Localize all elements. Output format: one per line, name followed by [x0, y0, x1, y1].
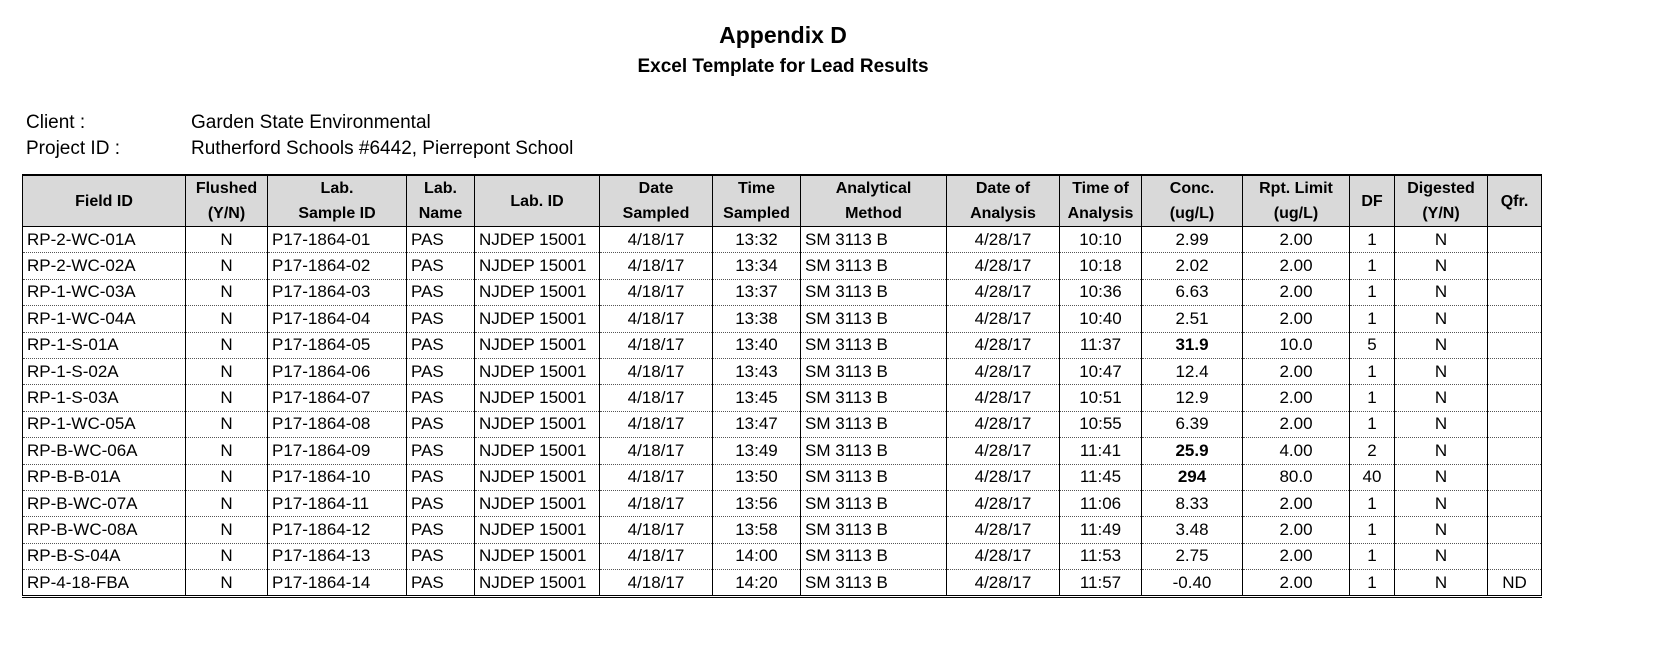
- column-header: [268, 175, 407, 227]
- table-cell: 4/18/17: [600, 490, 713, 516]
- table-cell: 4/18/17: [600, 358, 713, 384]
- column-header-line2: (Y/N): [1422, 205, 1460, 222]
- project-row: [26, 136, 573, 162]
- table-cell: 1: [1350, 490, 1395, 516]
- table-cell: 1: [1350, 306, 1395, 332]
- table-cell: SM 3113 B: [801, 438, 947, 464]
- table-cell: 25.9: [1142, 438, 1243, 464]
- table-cell: N: [1395, 517, 1488, 543]
- table-cell: 4/28/17: [947, 411, 1060, 437]
- table-cell: 31.9: [1142, 332, 1243, 358]
- table-cell: 2.00: [1243, 543, 1350, 569]
- table-cell: 4/18/17: [600, 464, 713, 490]
- table-row: [23, 464, 1542, 490]
- table-row: [23, 306, 1542, 332]
- table-cell: 13:40: [713, 332, 801, 358]
- table-cell: 4/28/17: [947, 253, 1060, 279]
- table-cell: P17-1864-01: [268, 227, 407, 253]
- column-header-line1: Digested: [1407, 180, 1475, 197]
- table-cell: 13:45: [713, 385, 801, 411]
- column-header: [407, 175, 475, 227]
- column-header-line1: Date of: [975, 180, 1031, 197]
- table-row: [23, 411, 1542, 437]
- table-cell: SM 3113 B: [801, 464, 947, 490]
- table-cell: PAS: [407, 279, 475, 305]
- table-cell: 13:47: [713, 411, 801, 437]
- table-cell: NJDEP 15001: [475, 385, 600, 411]
- table-cell: N: [1395, 253, 1488, 279]
- table-cell: 5: [1350, 332, 1395, 358]
- table-cell: SM 3113 B: [801, 358, 947, 384]
- lead-results-table: [22, 174, 1542, 598]
- table-cell: [1488, 543, 1542, 569]
- column-header: [1142, 175, 1243, 227]
- table-cell: RP-B-WC-06A: [23, 438, 186, 464]
- table-cell: NJDEP 15001: [475, 227, 600, 253]
- table-row: [23, 358, 1542, 384]
- table-row: [23, 490, 1542, 516]
- table-cell: [1488, 517, 1542, 543]
- column-header-line1: Time: [737, 180, 776, 197]
- table-cell: 2.00: [1243, 570, 1350, 597]
- table-cell: PAS: [407, 253, 475, 279]
- table-cell: SM 3113 B: [801, 385, 947, 411]
- table-cell: SM 3113 B: [801, 306, 947, 332]
- table-cell: SM 3113 B: [801, 411, 947, 437]
- table-cell: 12.4: [1142, 358, 1243, 384]
- column-header-line2: Sampled: [723, 205, 790, 222]
- table-cell: 294: [1142, 464, 1243, 490]
- table-cell: 1: [1350, 358, 1395, 384]
- table-cell: 10.0: [1243, 332, 1350, 358]
- column-header-line2: Analysis: [1067, 205, 1134, 222]
- table-cell: [1488, 332, 1542, 358]
- table-cell: P17-1864-08: [268, 411, 407, 437]
- column-header-line2: (ug/L): [1169, 205, 1215, 222]
- table-cell: RP-1-WC-04A: [23, 306, 186, 332]
- table-cell: NJDEP 15001: [475, 411, 600, 437]
- table-cell: NJDEP 15001: [475, 279, 600, 305]
- table-cell: 4/28/17: [947, 385, 1060, 411]
- table-cell: SM 3113 B: [801, 279, 947, 305]
- column-header-line2: Sample ID: [298, 205, 376, 222]
- table-cell: 2.00: [1243, 253, 1350, 279]
- table-cell: N: [1395, 332, 1488, 358]
- table-cell: N: [1395, 570, 1488, 597]
- table-cell: 11:06: [1060, 490, 1142, 516]
- table-cell: 4/28/17: [947, 332, 1060, 358]
- column-header: Lab. ID: [475, 175, 600, 227]
- table-cell: 1: [1350, 570, 1395, 597]
- table-cell: NJDEP 15001: [475, 490, 600, 516]
- table-cell: 11:37: [1060, 332, 1142, 358]
- table-cell: N: [186, 438, 268, 464]
- table-cell: [1488, 490, 1542, 516]
- table-cell: N: [1395, 279, 1488, 305]
- table-cell: 80.0: [1243, 464, 1350, 490]
- column-header-line2: (Y/N): [207, 205, 246, 222]
- table-cell: 13:56: [713, 490, 801, 516]
- table-cell: 4/18/17: [600, 543, 713, 569]
- table-cell: 12.9: [1142, 385, 1243, 411]
- table-cell: 4/28/17: [947, 490, 1060, 516]
- table-cell: 4/18/17: [600, 227, 713, 253]
- table-cell: 10:10: [1060, 227, 1142, 253]
- client-row: [26, 110, 573, 136]
- table-cell: RP-1-WC-03A: [23, 279, 186, 305]
- table-cell: SM 3113 B: [801, 543, 947, 569]
- table-cell: 3.48: [1142, 517, 1243, 543]
- table-cell: P17-1864-07: [268, 385, 407, 411]
- table-cell: N: [186, 332, 268, 358]
- table-cell: PAS: [407, 358, 475, 384]
- column-header-line1: Flushed: [195, 180, 258, 197]
- table-cell: NJDEP 15001: [475, 464, 600, 490]
- table-cell: 11:53: [1060, 543, 1142, 569]
- table-cell: [1488, 279, 1542, 305]
- table-cell: PAS: [407, 438, 475, 464]
- table-cell: RP-1-S-02A: [23, 358, 186, 384]
- table-cell: 4/28/17: [947, 570, 1060, 597]
- table-cell: 2.02: [1142, 253, 1243, 279]
- table-cell: N: [186, 227, 268, 253]
- table-row: [23, 227, 1542, 253]
- table-cell: N: [1395, 490, 1488, 516]
- column-header: [713, 175, 801, 227]
- table-cell: PAS: [407, 411, 475, 437]
- column-header: [947, 175, 1060, 227]
- table-cell: -0.40: [1142, 570, 1243, 597]
- table-cell: 14:20: [713, 570, 801, 597]
- table-cell: 1: [1350, 253, 1395, 279]
- table-cell: 4/28/17: [947, 306, 1060, 332]
- table-cell: 4/18/17: [600, 279, 713, 305]
- table-cell: 11:57: [1060, 570, 1142, 597]
- table-cell: 4/28/17: [947, 358, 1060, 384]
- table-cell: 4/18/17: [600, 570, 713, 597]
- table-row: [23, 543, 1542, 569]
- table-cell: PAS: [407, 570, 475, 597]
- table-cell: 4/18/17: [600, 306, 713, 332]
- table-cell: 2.00: [1243, 358, 1350, 384]
- column-header-line1: Date: [638, 180, 674, 197]
- table-cell: N: [186, 306, 268, 332]
- table-cell: 4/28/17: [947, 464, 1060, 490]
- column-header-line2: Sampled: [622, 205, 690, 222]
- table-cell: P17-1864-02: [268, 253, 407, 279]
- report-meta: [26, 110, 573, 162]
- table-cell: RP-B-B-01A: [23, 464, 186, 490]
- table-cell: 2.00: [1243, 227, 1350, 253]
- table-cell: N: [186, 385, 268, 411]
- column-header-line1: Lab.: [424, 180, 457, 197]
- table-cell: SM 3113 B: [801, 517, 947, 543]
- table-cell: SM 3113 B: [801, 490, 947, 516]
- table-row: [23, 517, 1542, 543]
- table-cell: NJDEP 15001: [475, 570, 600, 597]
- table-cell: N: [186, 490, 268, 516]
- table-cell: [1488, 358, 1542, 384]
- table-cell: [1488, 306, 1542, 332]
- table-cell: N: [186, 358, 268, 384]
- table-cell: 10:51: [1060, 385, 1142, 411]
- column-header-line1: Rpt. Limit: [1259, 180, 1333, 197]
- table-cell: 1: [1350, 517, 1395, 543]
- table-cell: 1: [1350, 543, 1395, 569]
- column-header: Qfr.: [1488, 175, 1542, 227]
- table-cell: N: [1395, 358, 1488, 384]
- table-cell: P17-1864-10: [268, 464, 407, 490]
- table-cell: 10:55: [1060, 411, 1142, 437]
- table-cell: RP-1-S-03A: [23, 385, 186, 411]
- table-cell: NJDEP 15001: [475, 306, 600, 332]
- table-cell: RP-1-WC-05A: [23, 411, 186, 437]
- column-header: [1243, 175, 1350, 227]
- table-cell: P17-1864-13: [268, 543, 407, 569]
- project-value: Rutherford Schools #6442, Pierrepont School: [191, 138, 574, 159]
- column-header-line1: Conc.: [1169, 180, 1215, 197]
- table-cell: RP-1-S-01A: [23, 332, 186, 358]
- table-cell: P17-1864-11: [268, 490, 407, 516]
- table-cell: P17-1864-09: [268, 438, 407, 464]
- table-cell: 2.51: [1142, 306, 1243, 332]
- column-header-line1: Analytical: [835, 180, 912, 197]
- table-cell: N: [186, 570, 268, 597]
- table-cell: RP-B-S-04A: [23, 543, 186, 569]
- table-cell: PAS: [407, 227, 475, 253]
- table-cell: 2.00: [1243, 490, 1350, 516]
- table-cell: P17-1864-05: [268, 332, 407, 358]
- column-header: [1395, 175, 1488, 227]
- table-cell: [1488, 464, 1542, 490]
- table-cell: 4/18/17: [600, 438, 713, 464]
- column-header-line1: Lab.: [320, 180, 354, 197]
- page-subtitle: Excel Template for Lead Results: [637, 56, 929, 77]
- table-row: [23, 438, 1542, 464]
- table-cell: N: [186, 543, 268, 569]
- table-cell: 2.00: [1243, 279, 1350, 305]
- column-header: DF: [1350, 175, 1395, 227]
- table-cell: 13:32: [713, 227, 801, 253]
- table-cell: NJDEP 15001: [475, 253, 600, 279]
- client-value: Garden State Environmental: [191, 112, 431, 133]
- table-cell: PAS: [407, 306, 475, 332]
- table-cell: 2.00: [1243, 411, 1350, 437]
- table-cell: 10:47: [1060, 358, 1142, 384]
- column-header: [600, 175, 713, 227]
- table-cell: RP-2-WC-01A: [23, 227, 186, 253]
- column-header: Field ID: [23, 175, 186, 227]
- table-cell: 11:49: [1060, 517, 1142, 543]
- table-cell: [1488, 253, 1542, 279]
- column-header-line1: Time of: [1072, 180, 1129, 197]
- table-cell: RP-4-18-FBA: [23, 570, 186, 597]
- table-cell: N: [1395, 411, 1488, 437]
- table-cell: 2.00: [1243, 306, 1350, 332]
- table-cell: PAS: [407, 543, 475, 569]
- table-body: [23, 227, 1542, 597]
- table-row: [23, 253, 1542, 279]
- table-cell: NJDEP 15001: [475, 517, 600, 543]
- table-cell: 1: [1350, 385, 1395, 411]
- project-label: Project ID :: [26, 138, 120, 159]
- table-cell: 2: [1350, 438, 1395, 464]
- table-cell: 2.99: [1142, 227, 1243, 253]
- table-cell: N: [186, 517, 268, 543]
- table-cell: 10:36: [1060, 279, 1142, 305]
- table-cell: RP-2-WC-02A: [23, 253, 186, 279]
- table-cell: 40: [1350, 464, 1395, 490]
- table-cell: 13:37: [713, 279, 801, 305]
- table-cell: PAS: [407, 517, 475, 543]
- table-cell: N: [186, 464, 268, 490]
- table-cell: 13:43: [713, 358, 801, 384]
- table-cell: 4/18/17: [600, 385, 713, 411]
- table-cell: ND: [1488, 570, 1542, 597]
- table-cell: PAS: [407, 385, 475, 411]
- table-cell: N: [1395, 438, 1488, 464]
- table-cell: 13:58: [713, 517, 801, 543]
- table-row: [23, 279, 1542, 305]
- table-cell: [1488, 227, 1542, 253]
- column-header: [1060, 175, 1142, 227]
- table-cell: [1488, 385, 1542, 411]
- page-title: Appendix D: [719, 22, 847, 48]
- table-cell: [1488, 411, 1542, 437]
- table-cell: 4/28/17: [947, 227, 1060, 253]
- table-cell: 1: [1350, 411, 1395, 437]
- table-cell: 4/28/17: [947, 279, 1060, 305]
- table-cell: P17-1864-04: [268, 306, 407, 332]
- table-cell: N: [186, 279, 268, 305]
- table-cell: NJDEP 15001: [475, 332, 600, 358]
- table-cell: N: [1395, 385, 1488, 411]
- table-cell: P17-1864-06: [268, 358, 407, 384]
- table-cell: N: [1395, 543, 1488, 569]
- table-cell: N: [1395, 227, 1488, 253]
- table-cell: 13:50: [713, 464, 801, 490]
- table-row: [23, 570, 1542, 597]
- table-cell: 4/18/17: [600, 253, 713, 279]
- table-cell: 2.75: [1142, 543, 1243, 569]
- table-cell: 4/28/17: [947, 543, 1060, 569]
- table-cell: 13:49: [713, 438, 801, 464]
- table-cell: 8.33: [1142, 490, 1243, 516]
- table-cell: 4/28/17: [947, 517, 1060, 543]
- table-cell: 13:38: [713, 306, 801, 332]
- table-cell: SM 3113 B: [801, 227, 947, 253]
- table-cell: N: [186, 253, 268, 279]
- table-cell: 13:34: [713, 253, 801, 279]
- table-cell: SM 3113 B: [801, 570, 947, 597]
- table-cell: NJDEP 15001: [475, 543, 600, 569]
- table-cell: P17-1864-03: [268, 279, 407, 305]
- table-row: [23, 332, 1542, 358]
- table-cell: 1: [1350, 227, 1395, 253]
- column-header-line2: Method: [845, 205, 902, 222]
- column-header: [186, 175, 268, 227]
- column-header-line2: Name: [418, 205, 463, 222]
- table-cell: 10:40: [1060, 306, 1142, 332]
- table-cell: RP-B-WC-08A: [23, 517, 186, 543]
- table-cell: P17-1864-14: [268, 570, 407, 597]
- table-cell: SM 3113 B: [801, 332, 947, 358]
- table-cell: 10:18: [1060, 253, 1142, 279]
- column-header: [801, 175, 947, 227]
- table-cell: 4.00: [1243, 438, 1350, 464]
- table-cell: 11:41: [1060, 438, 1142, 464]
- table-cell: 4/18/17: [600, 517, 713, 543]
- table-cell: 1: [1350, 279, 1395, 305]
- header-row: [23, 175, 1542, 227]
- table-cell: [1488, 438, 1542, 464]
- column-header-line2: Analysis: [970, 205, 1036, 222]
- table-cell: 4/18/17: [600, 332, 713, 358]
- table-cell: RP-B-WC-07A: [23, 490, 186, 516]
- column-header-line2: (ug/L): [1273, 205, 1319, 222]
- table-header: [23, 175, 1542, 227]
- table-cell: SM 3113 B: [801, 253, 947, 279]
- table-cell: NJDEP 15001: [475, 438, 600, 464]
- table-cell: 6.39: [1142, 411, 1243, 437]
- table-cell: PAS: [407, 464, 475, 490]
- table-cell: N: [1395, 306, 1488, 332]
- table-cell: 2.00: [1243, 385, 1350, 411]
- table-cell: N: [1395, 464, 1488, 490]
- table-row: [23, 385, 1542, 411]
- table-cell: PAS: [407, 490, 475, 516]
- client-label: Client :: [26, 112, 86, 133]
- table-cell: 6.63: [1142, 279, 1243, 305]
- table-cell: PAS: [407, 332, 475, 358]
- table-cell: 14:00: [713, 543, 801, 569]
- table-cell: P17-1864-12: [268, 517, 407, 543]
- table-cell: 2.00: [1243, 517, 1350, 543]
- table-cell: N: [186, 411, 268, 437]
- table-cell: 11:45: [1060, 464, 1142, 490]
- table-cell: 4/28/17: [947, 438, 1060, 464]
- table-cell: NJDEP 15001: [475, 358, 600, 384]
- table-cell: 4/18/17: [600, 411, 713, 437]
